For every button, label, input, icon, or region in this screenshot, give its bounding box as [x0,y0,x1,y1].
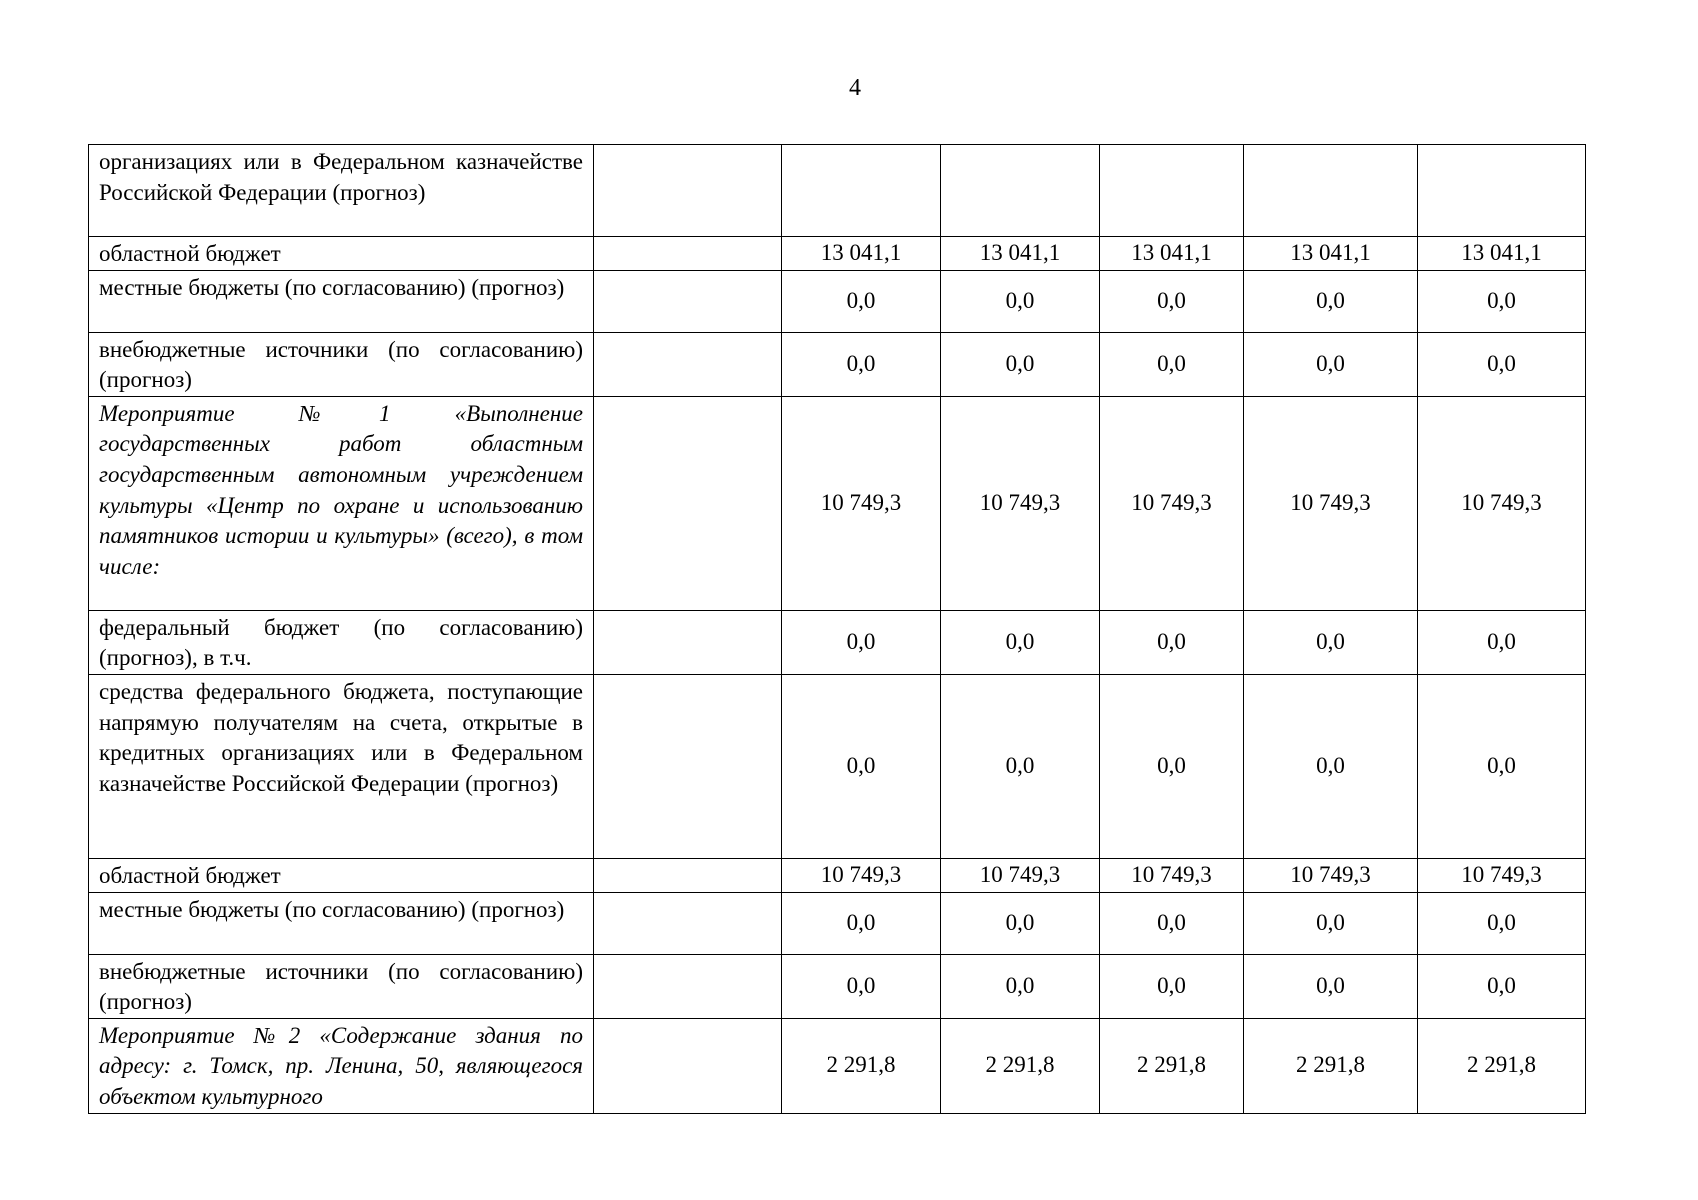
value-cell: 2 291,8 [1244,1018,1418,1113]
value-cell: 0,0 [782,674,941,858]
value-cell: 0,0 [1244,674,1418,858]
value-cell: 0,0 [941,674,1100,858]
table-row [89,396,1586,610]
value-cell: 10 749,3 [782,396,941,610]
value-cell: 13 041,1 [941,237,1100,271]
value-cell: 0,0 [1418,332,1586,396]
value-cell: 10 749,3 [1418,858,1586,892]
row-label: Мероприятие №2 «Содержание здания по адресу: г. Томск, пр. Ленина, 50, являющегося объектом культурного [89,1018,594,1113]
value-cell: 0,0 [1418,270,1586,332]
value-cell: 0,0 [1418,954,1586,1018]
empty-column-cell [594,145,782,237]
value-cell: 10 749,3 [941,858,1100,892]
value-cell: 0,0 [1418,610,1586,674]
value-cell: 0,0 [1244,270,1418,332]
table-body [89,145,1586,1114]
empty-column-cell [594,858,782,892]
value-cell: 0,0 [941,332,1100,396]
row-label: организациях или в Федеральном казначействе Российской Федерации (прогноз) [89,145,594,237]
value-cell: 0,0 [1244,892,1418,954]
empty-column-cell [594,954,782,1018]
value-cell: 13 041,1 [782,237,941,271]
row-label: федеральный бюджет (по согласованию) (прогноз), в т.ч. [89,610,594,674]
empty-column-cell [594,892,782,954]
row-label: местные бюджеты (по согласованию) (прогноз) [89,892,594,954]
empty-column-cell [594,610,782,674]
value-cell: 0,0 [1244,332,1418,396]
value-cell: 2 291,8 [1418,1018,1586,1113]
table-row [89,954,1586,1018]
value-cell: 10 749,3 [782,858,941,892]
value-cell: 0,0 [782,270,941,332]
table-row [89,674,1586,858]
value-cell [1418,145,1586,237]
value-cell: 0,0 [1100,610,1244,674]
value-cell: 2 291,8 [1100,1018,1244,1113]
value-cell: 0,0 [1100,892,1244,954]
value-cell: 0,0 [1100,954,1244,1018]
empty-column-cell [594,396,782,610]
value-cell: 10 749,3 [941,396,1100,610]
empty-column-cell [594,674,782,858]
value-cell: 0,0 [782,332,941,396]
value-cell: 0,0 [941,270,1100,332]
row-label: областной бюджет [89,858,594,892]
budget-table [88,144,1586,1114]
value-cell: 10 749,3 [1244,396,1418,610]
value-cell: 0,0 [1244,610,1418,674]
empty-column-cell [594,332,782,396]
row-label: областной бюджет [89,237,594,271]
value-cell: 0,0 [1418,674,1586,858]
row-label: средства федерального бюджета, поступающие напрямую получателям на счета, открытые в кредитных организациях или в Федеральном казначействе Российской Федерации (прогноз) [89,674,594,858]
value-cell: 13 041,1 [1418,237,1586,271]
row-label: внебюджетные источники (по согласованию) (прогноз) [89,954,594,1018]
empty-column-cell [594,270,782,332]
row-label: местные бюджеты (по согласованию) (прогноз) [89,270,594,332]
value-cell: 13 041,1 [1100,237,1244,271]
empty-column-cell [594,1018,782,1113]
value-cell: 0,0 [1244,954,1418,1018]
table-row [89,610,1586,674]
value-cell: 0,0 [1100,332,1244,396]
table-row [89,332,1586,396]
table-row [89,270,1586,332]
empty-column-cell [594,237,782,271]
row-label: внебюджетные источники (по согласованию) (прогноз) [89,332,594,396]
value-cell: 0,0 [1100,270,1244,332]
value-cell: 10 749,3 [1100,396,1244,610]
value-cell: 0,0 [941,892,1100,954]
value-cell: 10 749,3 [1244,858,1418,892]
value-cell: 0,0 [941,954,1100,1018]
value-cell: 10 749,3 [1418,396,1586,610]
table-row [89,858,1586,892]
value-cell: 0,0 [782,610,941,674]
value-cell: 0,0 [782,892,941,954]
row-label: Мероприятие №1 «Выполнение государственных работ областным государственным автономным учреждением культуры «Центр по охране и использованию памятников истории и культуры» (всего), в том числе: [89,396,594,610]
value-cell: 0,0 [782,954,941,1018]
value-cell [1244,145,1418,237]
table-row [89,892,1586,954]
value-cell: 10 749,3 [1100,858,1244,892]
table-row [89,145,1586,237]
page-number: 4 [849,75,861,101]
value-cell: 2 291,8 [782,1018,941,1113]
value-cell: 0,0 [1418,892,1586,954]
value-cell: 13 041,1 [1244,237,1418,271]
value-cell [941,145,1100,237]
value-cell: 0,0 [1100,674,1244,858]
value-cell [782,145,941,237]
value-cell: 2 291,8 [941,1018,1100,1113]
value-cell: 0,0 [941,610,1100,674]
value-cell [1100,145,1244,237]
table-row [89,1018,1586,1113]
table-row [89,237,1586,271]
